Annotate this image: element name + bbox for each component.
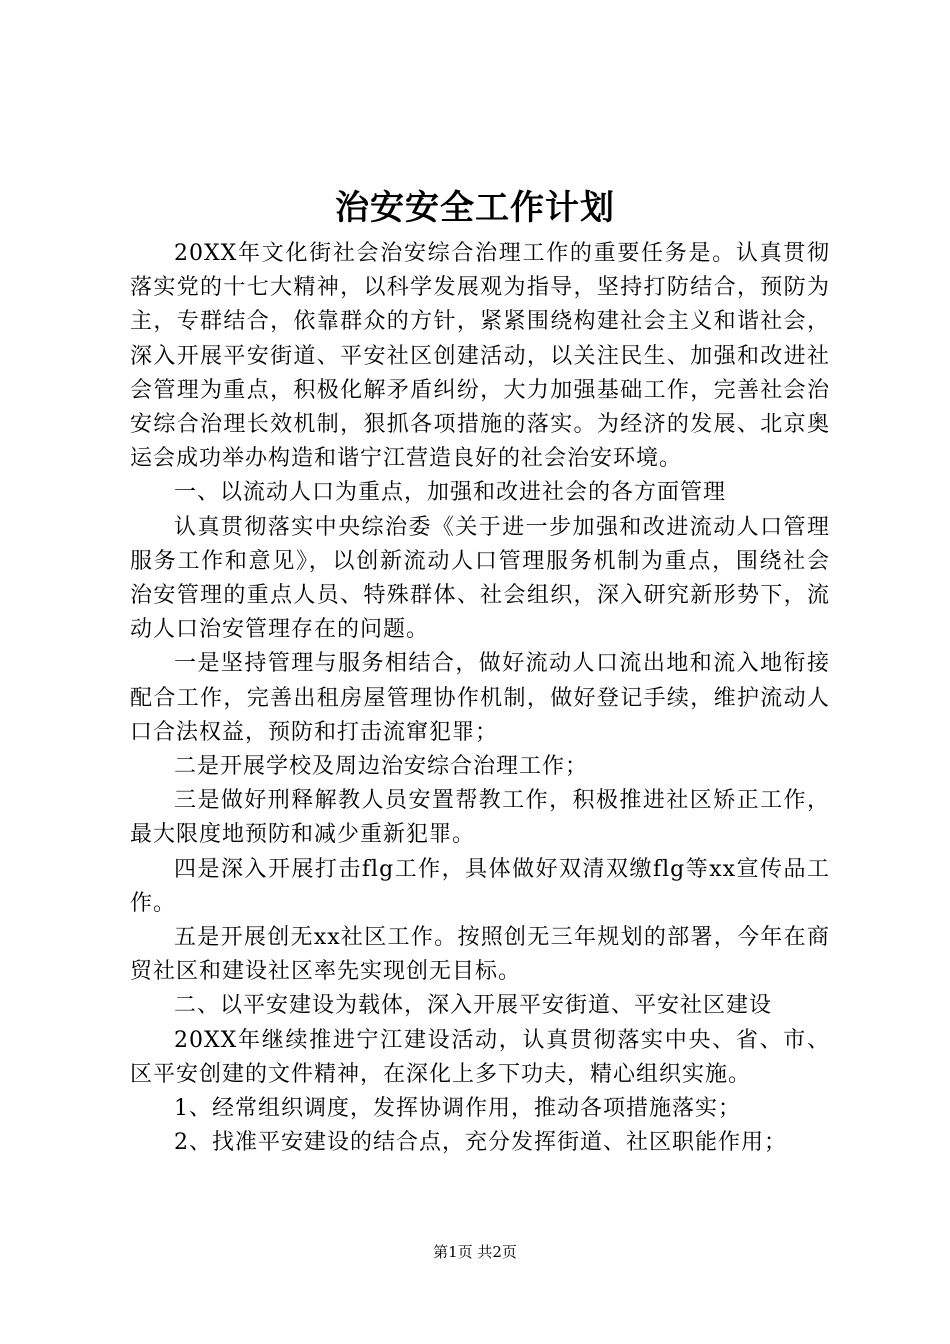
- paragraph-section-2-intro: 20XX年继续推进宁江建设活动，认真贯彻落实中央、省、市、区平安创建的文件精神，在深化上多下功夫，精心组织实施。: [130, 1027, 830, 1087]
- paragraph-intro: 20XX年文化街社会治安综合治理工作的重要任务是。认真贯彻落实党的十七大精神，以科学发展观为指导，坚持打防结合，预防为主，专群结合，依靠群众的方针，紧紧围绕构建社会主义和谐社会，深入开展平安街道、平安社区创建活动，以关注民生、加强和改进社会管理为重点，积极化解矛盾纠纷，大力加强基础工作，完善社会治安综合治理长效机制，狠抓各项措施的落实。为经济的发展、北京奥运会成功举办构造和谐宁江营造良好的社会治安环境。: [130, 241, 830, 472]
- paragraph-numbered-2: 2、找准平安建设的结合点，充分发挥街道、社区职能作用；: [174, 1130, 787, 1156]
- paragraph-item-3: 三是做好刑释解教人员安置帮教工作，积极推进社区矫正工作，最大限度地预防和减少重新犯罪。: [130, 788, 830, 848]
- paragraph-item-5: 五是开展创无xx社区工作。按照创无三年规划的部署，今年在商贸社区和建设社区率先实现创无目标。: [130, 925, 830, 985]
- paragraph-numbered-1: 1、经常组织调度，发挥协调作用，推动各项措施落实；: [174, 1096, 741, 1122]
- section-heading-1: 一、以流动人口为重点，加强和改进社会的各方面管理: [174, 480, 727, 506]
- page-number-footer: 第1页 共2页: [433, 1243, 517, 1261]
- document-body: [130, 237, 830, 1160]
- paragraph-section-1-intro: 认真贯彻落实中央综治委《关于进一步加强和改进流动人口管理服务工作和意见》，以创新流动人口管理服务机制为重点，围绕社会治安管理的重点人员、特殊群体、社会组织，深入研究新形势下，流动人口治安管理存在的问题。: [130, 514, 830, 643]
- document-title: 治安安全工作计划: [335, 188, 615, 228]
- paragraph-item-4: 四是深入开展打击flg工作，具体做好双清双缴flg等xx宣传品工作。: [130, 856, 830, 916]
- section-heading-2: 二、以平安建设为载体，深入开展平安街道、平安社区建设: [174, 993, 773, 1019]
- paragraph-item-2: 二是开展学校及周边治安综合治理工作；: [174, 754, 589, 780]
- paragraph-item-1: 一是坚持管理与服务相结合，做好流动人口流出地和流入地衔接配合工作，完善出租房屋管理协作机制，做好登记手续，维护流动人口合法权益，预防和打击流窜犯罪；: [130, 651, 830, 745]
